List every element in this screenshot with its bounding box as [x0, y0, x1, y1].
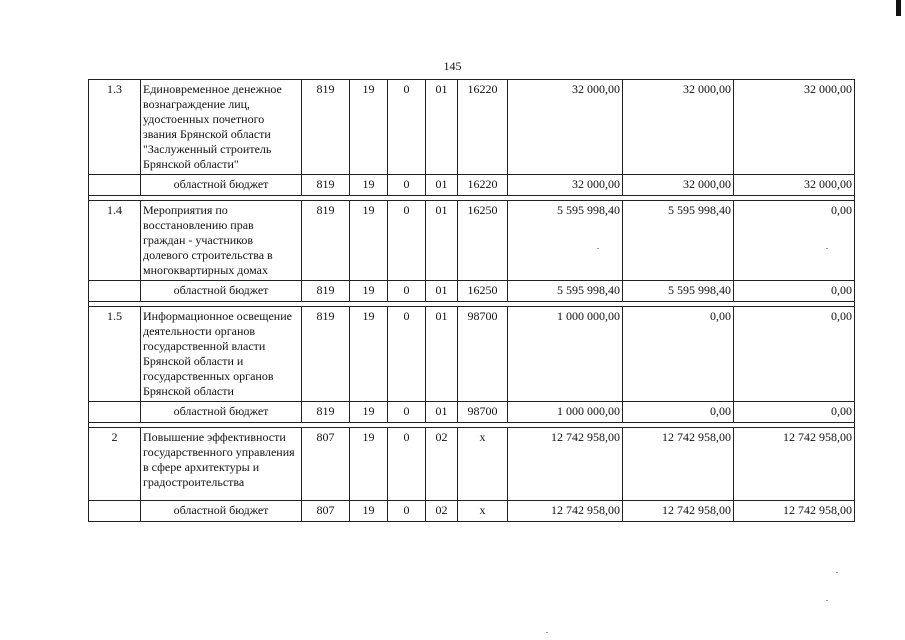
- amount-year-3: 0,00: [734, 402, 855, 423]
- amount-year-1: 12 742 958,00: [508, 501, 623, 522]
- code-program: 19: [350, 428, 388, 501]
- amount-year-3: 12 742 958,00: [734, 428, 855, 501]
- subrow-number: [89, 402, 141, 423]
- row-name: Повышение эффективности государственного управления в сфере архитектуры и градостроительства: [141, 428, 302, 501]
- amount-year-3: 0,00: [734, 281, 855, 302]
- subrow-number: [89, 175, 141, 196]
- code-grbs: 819: [302, 307, 350, 402]
- code-event: 02: [426, 428, 458, 501]
- code-program: 19: [350, 175, 388, 196]
- subrow-number: [89, 281, 141, 302]
- code-direction: х: [458, 428, 508, 501]
- code-subprogram: 0: [388, 402, 426, 423]
- code-direction: х: [458, 501, 508, 522]
- code-grbs: 819: [302, 175, 350, 196]
- scan-speck: [836, 572, 838, 573]
- subrow-number: [89, 501, 141, 522]
- table-subrow: [89, 175, 855, 196]
- amount-year-1: 5 595 998,40: [508, 201, 623, 281]
- code-subprogram: 0: [388, 175, 426, 196]
- code-direction: 16220: [458, 80, 508, 175]
- row-name: Мероприятия по восстановлению прав граждан - участников долевого строительства в многоквартирных домах: [141, 201, 302, 281]
- code-grbs: 819: [302, 201, 350, 281]
- code-program: 19: [350, 281, 388, 302]
- scan-speck: [826, 248, 828, 249]
- scan-edge-mark: [896, 0, 901, 16]
- scan-speck: [597, 248, 599, 249]
- scan-speck: [826, 600, 828, 601]
- budget-table: [88, 79, 855, 522]
- code-grbs: 819: [302, 80, 350, 175]
- row-number: 1.5: [89, 307, 141, 402]
- amount-year-2: 5 595 998,40: [623, 281, 734, 302]
- row-number: 1.3: [89, 80, 141, 175]
- table-row: [89, 428, 855, 501]
- amount-year-3: 32 000,00: [734, 80, 855, 175]
- amount-year-1: 32 000,00: [508, 80, 623, 175]
- code-program: 19: [350, 201, 388, 281]
- code-grbs: 819: [302, 402, 350, 423]
- amount-year-3: 0,00: [734, 307, 855, 402]
- amount-year-3: 0,00: [734, 201, 855, 281]
- code-program: 19: [350, 402, 388, 423]
- code-direction: 16250: [458, 201, 508, 281]
- code-event: 01: [426, 175, 458, 196]
- amount-year-1: 12 742 958,00: [508, 428, 623, 501]
- code-subprogram: 0: [388, 501, 426, 522]
- code-event: 01: [426, 80, 458, 175]
- scan-speck: [546, 632, 548, 633]
- subrow-name: областной бюджет: [141, 501, 302, 522]
- code-event: 01: [426, 281, 458, 302]
- row-number: 1.4: [89, 201, 141, 281]
- row-number: 2: [89, 428, 141, 501]
- code-subprogram: 0: [388, 80, 426, 175]
- code-subprogram: 0: [388, 307, 426, 402]
- row-name: Информационное освещение деятельности органов государственной власти Брянской области и государственных органов Брянской области: [141, 307, 302, 402]
- code-direction: 16250: [458, 281, 508, 302]
- table-subrow: [89, 281, 855, 302]
- amount-year-3: 12 742 958,00: [734, 501, 855, 522]
- code-grbs: 807: [302, 428, 350, 501]
- amount-year-2: 12 742 958,00: [623, 428, 734, 501]
- table-row: [89, 80, 855, 175]
- code-event: 01: [426, 201, 458, 281]
- amount-year-2: 32 000,00: [623, 80, 734, 175]
- code-subprogram: 0: [388, 428, 426, 501]
- code-subprogram: 0: [388, 201, 426, 281]
- amount-year-2: 12 742 958,00: [623, 501, 734, 522]
- table-subrow: [89, 402, 855, 423]
- page-number: 145: [443, 59, 462, 73]
- amount-year-1: 32 000,00: [508, 175, 623, 196]
- amount-year-2: 5 595 998,40: [623, 201, 734, 281]
- code-event: 01: [426, 402, 458, 423]
- code-event: 01: [426, 307, 458, 402]
- table-row: [89, 201, 855, 281]
- subrow-name: областной бюджет: [141, 175, 302, 196]
- code-program: 19: [350, 501, 388, 522]
- table-subrow: [89, 501, 855, 522]
- amount-year-1: 5 595 998,40: [508, 281, 623, 302]
- code-grbs: 807: [302, 501, 350, 522]
- amount-year-1: 1 000 000,00: [508, 402, 623, 423]
- code-program: 19: [350, 80, 388, 175]
- amount-year-1: 1 000 000,00: [508, 307, 623, 402]
- code-event: 02: [426, 501, 458, 522]
- code-direction: 98700: [458, 402, 508, 423]
- amount-year-3: 32 000,00: [734, 175, 855, 196]
- subrow-name: областной бюджет: [141, 402, 302, 423]
- subrow-name: областной бюджет: [141, 281, 302, 302]
- amount-year-2: 0,00: [623, 307, 734, 402]
- amount-year-2: 32 000,00: [623, 175, 734, 196]
- code-subprogram: 0: [388, 281, 426, 302]
- code-program: 19: [350, 307, 388, 402]
- amount-year-2: 0,00: [623, 402, 734, 423]
- table-row: [89, 307, 855, 402]
- code-direction: 98700: [458, 307, 508, 402]
- row-name: Единовременное денежное вознаграждение лиц, удостоенных почетного звания Брянской области "Заслуженный строитель Брянской области": [141, 80, 302, 175]
- code-grbs: 819: [302, 281, 350, 302]
- code-direction: 16220: [458, 175, 508, 196]
